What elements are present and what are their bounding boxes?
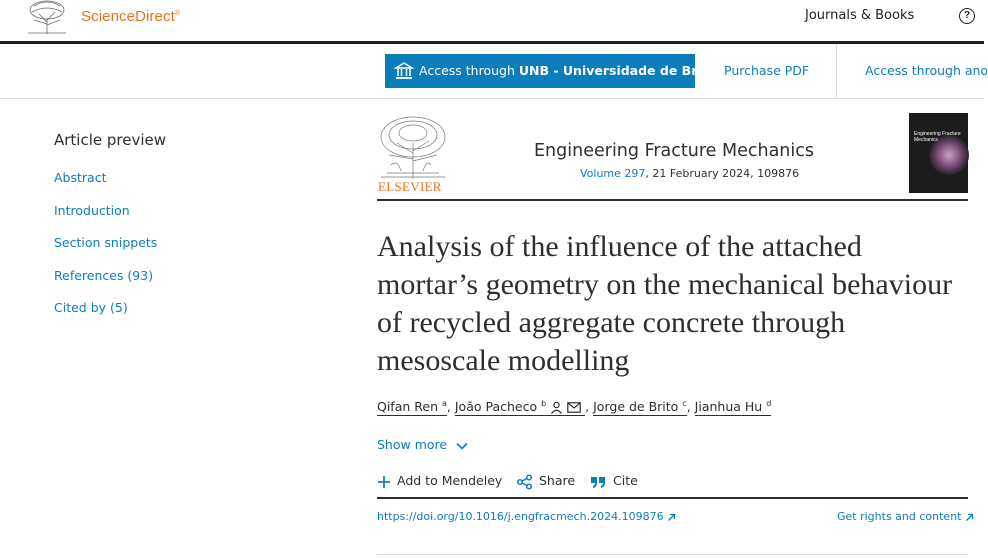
elsevier-wordmark: ELSEVIER [378, 179, 442, 194]
sidebar-item-references[interactable]: References (93) [54, 268, 154, 283]
author-list [377, 399, 771, 414]
article-preview-heading: Article preview [54, 131, 167, 149]
cover-title: Engineering Fracture Mechanics [914, 131, 961, 143]
access-other-link[interactable]: Access through ano [865, 63, 988, 78]
sidebar-item-cited-by[interactable]: Cited by (5) [54, 300, 128, 315]
share-icon [516, 474, 533, 490]
author-name: Qifan Ren [377, 399, 439, 415]
journals-books-link[interactable]: Journals & Books [805, 8, 915, 23]
institution-access-button[interactable] [385, 54, 721, 88]
access-prefix: Access through [419, 63, 519, 78]
sidebar-item-section-snippets[interactable]: Section snippets [54, 235, 158, 250]
institution-name: UNB - Universidade de Bra... [518, 63, 721, 78]
show-more-label: Show more [377, 437, 448, 452]
brand-wordmark[interactable] [81, 8, 180, 25]
sidebar-item-introduction[interactable]: Introduction [54, 203, 130, 218]
author-affiliation: d [766, 399, 772, 408]
author-affiliation: c [682, 399, 687, 408]
doi-link[interactable] [377, 510, 676, 523]
author-name: João Pacheco [454, 399, 538, 415]
author-name: Jorge de Brito [593, 399, 679, 415]
envelope-icon [567, 402, 581, 413]
cite-label: Cite [613, 473, 638, 488]
elsevier-tree-logo-icon[interactable] [377, 113, 449, 179]
add-to-mendeley-button[interactable] [377, 473, 502, 489]
tree-logo-icon[interactable] [24, 0, 70, 34]
issue-date: , 21 February 2024, 109876 [645, 167, 800, 180]
access-bar [0, 44, 988, 99]
brand-registered-mark: ® [174, 10, 181, 17]
cite-button[interactable] [590, 473, 638, 489]
author-separator: , [585, 399, 590, 415]
header-divider [377, 199, 968, 201]
author-link[interactable] [455, 399, 585, 416]
show-more-button[interactable] [377, 437, 469, 452]
external-arrow-icon [667, 513, 676, 522]
chevron-down-icon [455, 441, 469, 451]
volume-link[interactable]: Volume 297 [580, 167, 646, 180]
journal-title-link[interactable]: Engineering Fracture Mechanics [534, 141, 814, 161]
top-header [0, 0, 984, 44]
share-button[interactable] [516, 473, 575, 490]
actions-divider [377, 497, 968, 499]
bank-icon [395, 62, 413, 80]
purchase-pdf-link[interactable]: Purchase PDF [724, 63, 810, 78]
person-icon [550, 401, 563, 414]
author-affiliation: b [541, 399, 547, 408]
doi-text: https://doi.org/10.1016/j.engfracmech.2024.109876 [377, 510, 664, 523]
article-title: Analysis of the influence of the attached mortar’s geometry on the mechanical behaviour of recycled aggregate concrete through mesoscale modelling [377, 230, 953, 377]
quote-icon [590, 475, 607, 489]
bottom-divider [377, 554, 968, 555]
author-link[interactable] [695, 399, 772, 416]
author-link[interactable] [377, 399, 447, 416]
external-arrow-icon [965, 513, 974, 522]
author-name: Jianhua Hu [694, 399, 763, 415]
brand-label: ScienceDirect [81, 8, 175, 25]
sidebar-item-abstract[interactable]: Abstract [54, 170, 107, 185]
share-label: Share [539, 473, 576, 488]
author-affiliation: a [442, 399, 447, 408]
plus-icon [377, 475, 391, 489]
help-icon[interactable]: ? [959, 8, 975, 24]
rights-content-link[interactable] [837, 510, 974, 523]
journal-cover-thumbnail[interactable] [909, 113, 968, 193]
journal-issue-info [580, 167, 799, 180]
author-link[interactable] [593, 399, 687, 416]
divider [836, 44, 837, 98]
rights-text: Get rights and content [837, 510, 962, 523]
author-separator: , [686, 399, 691, 415]
author-separator: , [446, 399, 451, 415]
add-to-mendeley-label: Add to Mendeley [397, 473, 503, 488]
